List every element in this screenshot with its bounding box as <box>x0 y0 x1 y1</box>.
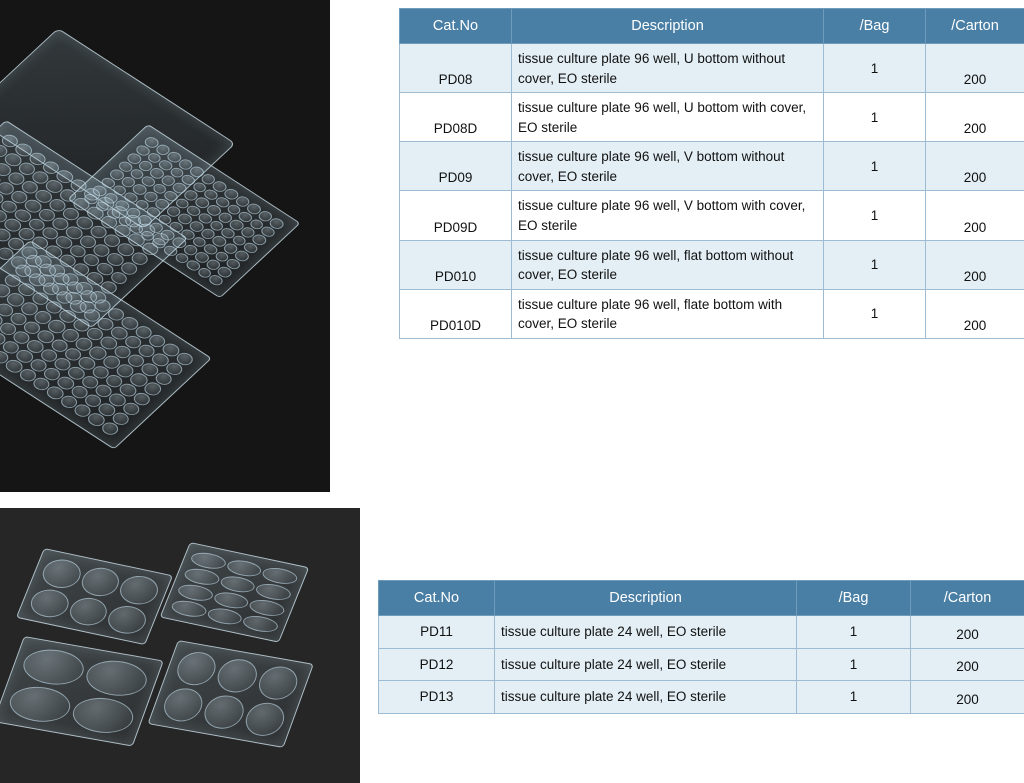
column-header-bag: /Bag <box>797 581 911 616</box>
table-row <box>400 142 1024 191</box>
table-row <box>400 44 1024 93</box>
table-row <box>400 191 1024 240</box>
cell-carton: 200 <box>926 191 1024 240</box>
cell-description: tissue culture plate 96 well, flat bottom without cover, EO sterile <box>512 240 824 289</box>
cell-carton: 200 <box>911 648 1024 681</box>
column-header-carton: /Carton <box>926 9 1024 44</box>
plate-6well-front-left <box>0 636 164 747</box>
well <box>77 564 124 598</box>
well <box>81 656 152 700</box>
well <box>18 645 89 689</box>
well <box>38 556 85 590</box>
product-image-24well <box>0 508 360 783</box>
column-header-catno: Cat.No <box>400 9 512 44</box>
cell-catno: PD11 <box>379 616 495 649</box>
cell-description: tissue culture plate 24 well, EO sterile <box>495 648 797 681</box>
well <box>116 573 163 607</box>
cell-catno: PD12 <box>379 648 495 681</box>
cell-carton: 200 <box>911 616 1024 649</box>
cell-bag: 1 <box>824 191 926 240</box>
table-row <box>400 289 1024 338</box>
table-row <box>400 93 1024 142</box>
well <box>159 685 208 724</box>
cell-carton: 200 <box>926 289 1024 338</box>
column-header-carton: /Carton <box>911 581 1024 616</box>
column-header-description: Description <box>512 9 824 44</box>
cell-carton: 200 <box>926 142 1024 191</box>
table-row <box>379 616 1024 649</box>
cell-bag: 1 <box>824 44 926 93</box>
cell-description: tissue culture plate 96 well, V bottom with cover, EO sterile <box>512 191 824 240</box>
cell-description: tissue culture plate 96 well, U bottom with cover, EO sterile <box>512 93 824 142</box>
well <box>254 664 303 703</box>
well <box>240 700 289 739</box>
table-row <box>379 681 1024 714</box>
cell-catno: PD08 <box>400 44 512 93</box>
cell-carton: 200 <box>911 681 1024 714</box>
table-row <box>400 240 1024 289</box>
cell-carton: 200 <box>926 93 1024 142</box>
well <box>241 613 281 634</box>
plate-6well-back-left <box>16 548 173 645</box>
cell-catno: PD010D <box>400 289 512 338</box>
well <box>26 586 73 620</box>
cell-catno: PD13 <box>379 681 495 714</box>
well <box>172 649 221 688</box>
specification-table-24well <box>378 580 1024 714</box>
specification-table-96well <box>399 8 1024 339</box>
well <box>200 693 249 732</box>
table-row <box>379 648 1024 681</box>
cell-bag: 1 <box>824 142 926 191</box>
well <box>169 598 209 619</box>
well-grid-12 <box>159 649 302 739</box>
well <box>4 682 75 726</box>
cell-catno: PD08D <box>400 93 512 142</box>
cell-bag: 1 <box>797 681 911 714</box>
column-header-description: Description <box>495 581 797 616</box>
cell-description: tissue culture plate 96 well, U bottom without cover, EO sterile <box>512 44 824 93</box>
cell-bag: 1 <box>824 289 926 338</box>
well <box>67 694 138 738</box>
cell-description: tissue culture plate 96 well, V bottom without cover, EO sterile <box>512 142 824 191</box>
well <box>65 594 112 628</box>
cell-catno: PD09D <box>400 191 512 240</box>
table-header-row <box>400 9 1024 44</box>
column-header-bag: /Bag <box>824 9 926 44</box>
well-grid-6 <box>26 556 162 637</box>
well-grid-6 <box>4 645 152 737</box>
cell-carton: 200 <box>926 44 1024 93</box>
well-grid-12 <box>169 550 300 635</box>
cell-carton: 200 <box>926 240 1024 289</box>
product-image-96well <box>0 0 330 492</box>
cell-bag: 1 <box>797 648 911 681</box>
cell-bag: 1 <box>824 240 926 289</box>
cell-description: tissue culture plate 96 well, flate bottom with cover, EO sterile <box>512 289 824 338</box>
cell-catno: PD09 <box>400 142 512 191</box>
well <box>104 602 151 636</box>
well <box>205 606 245 627</box>
table-header-row <box>379 581 1024 616</box>
plate-12well-front-right <box>147 640 313 748</box>
cell-bag: 1 <box>797 616 911 649</box>
well <box>213 656 262 695</box>
plate-12well-back-right <box>160 542 310 643</box>
cell-description: tissue culture plate 24 well, EO sterile <box>495 681 797 714</box>
cell-description: tissue culture plate 24 well, EO sterile <box>495 616 797 649</box>
cell-bag: 1 <box>824 93 926 142</box>
cell-catno: PD010 <box>400 240 512 289</box>
column-header-catno: Cat.No <box>379 581 495 616</box>
